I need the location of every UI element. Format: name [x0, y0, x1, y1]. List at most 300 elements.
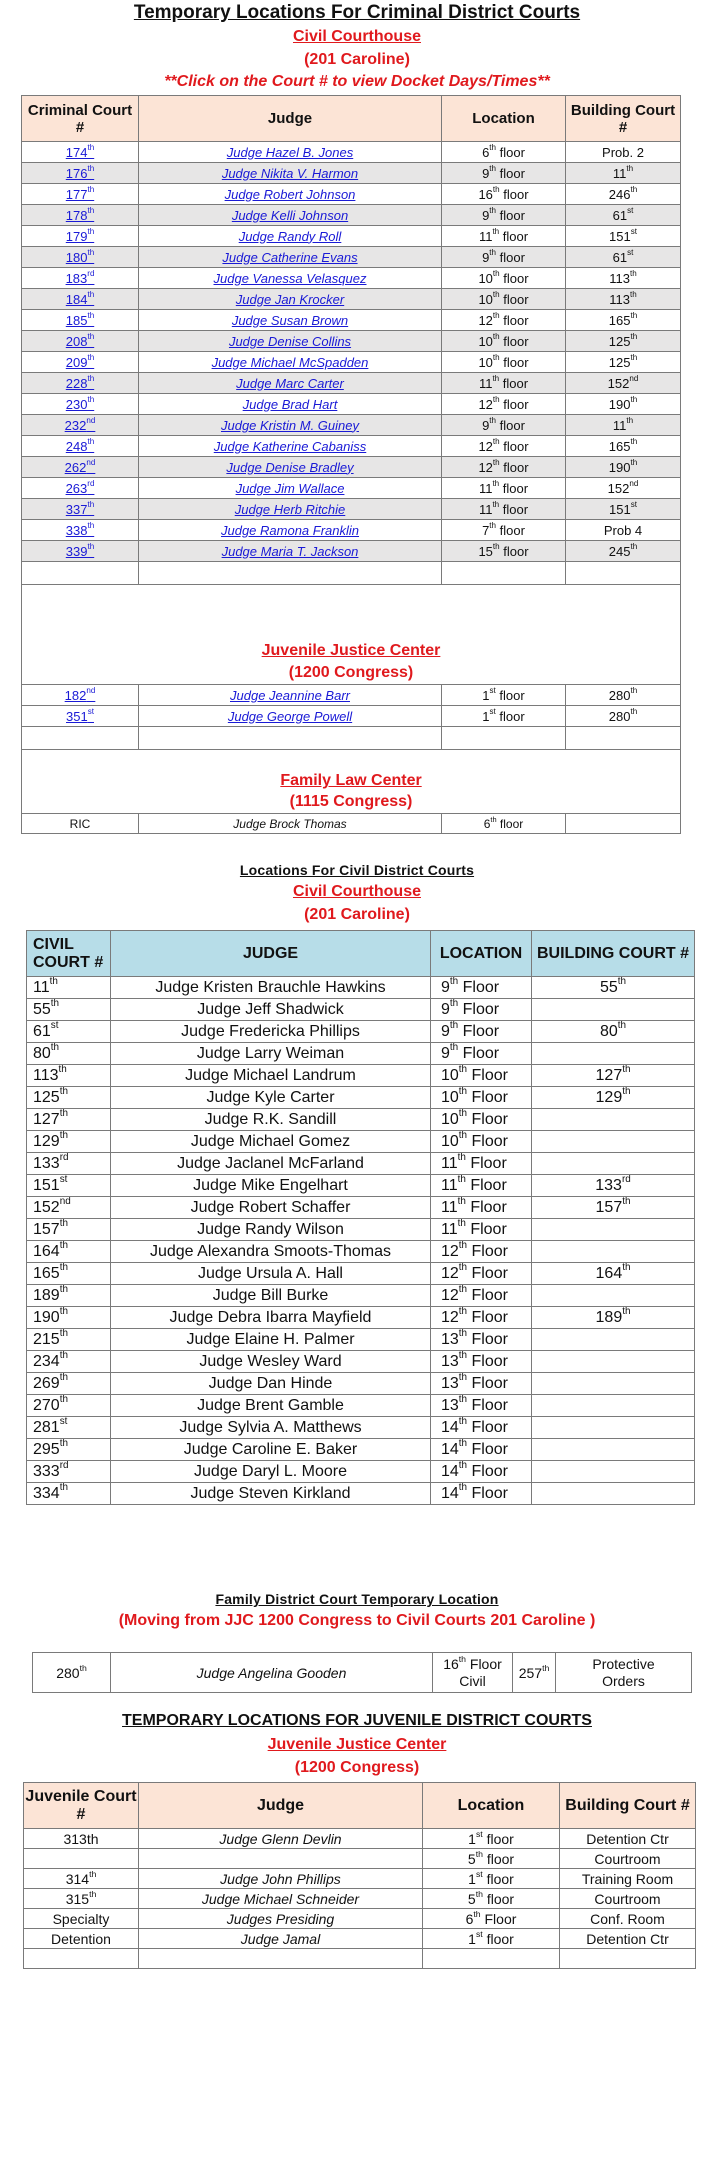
- court-num: 189: [33, 1286, 60, 1304]
- floor-word: floor: [499, 270, 529, 286]
- judge-link[interactable]: Judge Denise Collins: [228, 333, 352, 349]
- court-link[interactable]: [66, 292, 94, 307]
- court-num: 157: [33, 1220, 60, 1238]
- floor-word: Floor: [467, 1440, 508, 1458]
- court-num: 262: [64, 459, 87, 475]
- court-num: Detention: [51, 1930, 111, 1947]
- floor-word: floor: [499, 312, 529, 328]
- court-number: [27, 1307, 111, 1329]
- court-number: [27, 1373, 111, 1395]
- judge-link[interactable]: Judge Kristin M. Guiney: [220, 417, 359, 433]
- judge-cell: [139, 226, 442, 247]
- floor-suffix: th: [490, 814, 497, 824]
- court-link[interactable]: [66, 229, 94, 244]
- court-suffix: th: [59, 1086, 68, 1098]
- court-suffix: th: [87, 395, 95, 405]
- court-suffix: th: [87, 374, 95, 384]
- court-suffix: th: [49, 976, 58, 988]
- court-num: 234: [33, 1352, 60, 1370]
- table-row: [22, 520, 681, 541]
- floor-number: 1: [468, 1930, 476, 1947]
- building-court: [566, 394, 681, 415]
- family-title: Family District Court Temporary Location: [215, 1591, 499, 1607]
- court-note: [556, 1653, 692, 1693]
- judge-cell: [139, 394, 442, 415]
- floor-suffix: th: [492, 290, 500, 300]
- building-num: 257: [518, 1664, 543, 1681]
- court-num: 176: [65, 165, 88, 181]
- court-suffix: th: [87, 185, 95, 195]
- court-num: 113: [33, 1066, 59, 1084]
- floor-word: floor: [499, 354, 529, 370]
- floor-number: 10: [478, 354, 493, 370]
- court-link[interactable]: [66, 166, 94, 181]
- court-number: [27, 1285, 111, 1307]
- court-num: 179: [65, 228, 88, 244]
- judge-name: Judge Michael Schneider: [139, 1889, 423, 1909]
- floor-number: 9: [441, 978, 450, 996]
- header-civil-court: CIVIL COURT #: [27, 931, 111, 977]
- building-num: 152: [607, 480, 630, 496]
- court-suffix: th: [87, 227, 95, 237]
- building-suffix: th: [622, 1196, 631, 1208]
- floor-number: 13: [441, 1352, 459, 1370]
- judge-name: Judge Brent Gamble: [111, 1395, 431, 1417]
- building-suffix: nd: [629, 374, 639, 384]
- building-num: 55: [599, 978, 618, 996]
- judge-name: Judge Larry Weiman: [111, 1043, 431, 1065]
- judge-link[interactable]: Judge Catherine Evans: [222, 249, 358, 265]
- judge-link[interactable]: Judge Marc Carter: [236, 375, 344, 391]
- court-num: 129: [33, 1132, 60, 1150]
- court-num: 177: [65, 186, 88, 202]
- floor-location: [431, 999, 532, 1021]
- court-number: [27, 1417, 111, 1439]
- floor-location: [442, 289, 566, 310]
- court-link[interactable]: [66, 439, 94, 454]
- court-num: 182: [64, 687, 87, 703]
- judge-name: Judge Steven Kirkland: [111, 1483, 431, 1505]
- judge-link[interactable]: Judge Herb Ritchie: [234, 501, 346, 517]
- building-court: [566, 352, 681, 373]
- court-number: [22, 352, 139, 373]
- building-suffix: th: [630, 395, 638, 405]
- table-row: [22, 541, 681, 562]
- floor-number: 6: [483, 816, 491, 831]
- building-court: Conf. Room: [560, 1909, 696, 1929]
- floor-location: [442, 226, 566, 247]
- judge-name: Judge Sylvia A. Matthews: [111, 1417, 431, 1439]
- table-row: [24, 1849, 696, 1869]
- court-link[interactable]: [66, 334, 94, 349]
- floor-suffix: th: [457, 1174, 466, 1186]
- floor-word: Floor: [467, 1286, 508, 1304]
- floor-suffix: th: [449, 1042, 459, 1054]
- building-suffix: th: [626, 164, 634, 174]
- judge-name: Judge Kyle Carter: [111, 1087, 431, 1109]
- court-number: [33, 1653, 111, 1693]
- table-row: [27, 1021, 695, 1043]
- judge-cell: [139, 685, 442, 706]
- judge-link[interactable]: Judge Nikita V. Harmon: [221, 165, 359, 181]
- floor-suffix: th: [458, 1438, 468, 1450]
- floor-word: floor: [482, 1830, 514, 1847]
- floor-suffix: th: [458, 1240, 468, 1252]
- building-suffix: th: [622, 1086, 631, 1098]
- building-suffix: th: [617, 1020, 627, 1032]
- court-number: [24, 1849, 139, 1869]
- court-link[interactable]: [66, 355, 94, 370]
- court-link[interactable]: [65, 418, 96, 433]
- building-court: [532, 1483, 695, 1505]
- court-number: [22, 394, 139, 415]
- court-num: 61: [33, 1022, 51, 1040]
- judge-name: Judge Dan Hinde: [111, 1373, 431, 1395]
- floor-location: [442, 373, 566, 394]
- civil-address: (201 Caroline): [304, 906, 410, 923]
- floor-suffix: th: [492, 332, 500, 342]
- judge-name: Judge Jeff Shadwick: [111, 999, 431, 1021]
- judge-link[interactable]: Judge Denise Bradley: [226, 459, 354, 475]
- floor-number: 16: [478, 186, 493, 202]
- court-link[interactable]: [66, 313, 94, 328]
- court-num: 295: [33, 1440, 60, 1458]
- floor-word: floor: [496, 816, 524, 831]
- judge-link[interactable]: Judge Kelli Johnson: [231, 207, 349, 223]
- court-num: 180: [65, 249, 88, 265]
- floor-number: 10: [478, 270, 493, 286]
- court-link[interactable]: [66, 709, 94, 724]
- judge-name: Judge Alexandra Smoots-Thomas: [111, 1241, 431, 1263]
- building-court: [532, 1153, 695, 1175]
- court-suffix: rd: [87, 269, 95, 279]
- judge-link[interactable]: Judge George Powell: [227, 708, 353, 724]
- floor-location: [431, 1439, 532, 1461]
- table-row: [27, 1461, 695, 1483]
- floor-location: [442, 499, 566, 520]
- building-court: [532, 1395, 695, 1417]
- floor-number: 11: [441, 1198, 458, 1216]
- floor-suffix: th: [458, 1130, 468, 1142]
- building-suffix: th: [630, 353, 638, 363]
- court-link[interactable]: [66, 187, 94, 202]
- floor-number: 6: [465, 1910, 474, 1927]
- floor-word: Floor: [467, 1418, 508, 1436]
- judge-link[interactable]: Judge Hazel B. Jones: [226, 144, 354, 160]
- floor-suffix: th: [458, 1394, 468, 1406]
- court-suffix: th: [59, 1240, 68, 1252]
- court-number: [27, 1439, 111, 1461]
- building-suffix: st: [627, 206, 634, 216]
- court-suffix: th: [87, 206, 95, 216]
- court-suffix: th: [59, 1130, 68, 1142]
- court-number: [27, 1219, 111, 1241]
- floor-number: 1: [468, 1830, 476, 1847]
- court-number: [22, 163, 139, 184]
- judge-cell: [139, 457, 442, 478]
- judge-link[interactable]: Judge Maria T. Jackson: [221, 543, 359, 559]
- court-link[interactable]: [66, 145, 94, 160]
- court-suffix: nd: [59, 1196, 71, 1208]
- court-number: [27, 977, 111, 999]
- building-court: [566, 184, 681, 205]
- court-suffix: th: [58, 1064, 67, 1076]
- table-row: [27, 1263, 695, 1285]
- floor-number: 13: [441, 1330, 459, 1348]
- empty-cell: [24, 1949, 139, 1969]
- floor-location: [442, 814, 566, 834]
- judge-link[interactable]: Judge Brad Hart: [242, 396, 338, 412]
- court-number: [27, 1197, 111, 1219]
- court-num: 228: [65, 375, 88, 391]
- court-suffix: th: [87, 332, 95, 342]
- table-row: [24, 1929, 696, 1949]
- floor-word: floor: [482, 1890, 515, 1907]
- building-suffix: th: [630, 707, 638, 717]
- floor-word: Floor: [467, 1374, 508, 1392]
- floor-word: floor: [499, 438, 529, 454]
- floor-word: floor: [499, 186, 529, 202]
- floor-suffix: st: [475, 1928, 483, 1939]
- judge-link[interactable]: Judge Jan Krocker: [235, 291, 345, 307]
- floor-suffix: th: [489, 164, 497, 174]
- judge-name: Judge Brock Thomas: [139, 814, 442, 834]
- floor-number: 12: [441, 1286, 459, 1304]
- building-suffix: th: [630, 437, 638, 447]
- table-row: [27, 1285, 695, 1307]
- court-number: [22, 205, 139, 226]
- court-number: [27, 1153, 111, 1175]
- header-criminal-court: Criminal Court #: [22, 96, 139, 142]
- court-link[interactable]: [65, 688, 96, 703]
- judge-cell: [139, 373, 442, 394]
- judge-link[interactable]: Judge Vanessa Velasquez: [213, 270, 367, 286]
- floor-number: 13: [441, 1374, 459, 1392]
- court-number: [24, 1929, 139, 1949]
- court-number: [27, 1483, 111, 1505]
- court-number: [27, 1351, 111, 1373]
- building-court: [566, 436, 681, 457]
- table-row: [27, 1043, 695, 1065]
- judge-cell: [139, 142, 442, 163]
- floor-number: 16: [443, 1655, 459, 1672]
- judge-link[interactable]: Judge Ramona Franklin: [220, 522, 360, 538]
- judge-link[interactable]: Judge Jim Wallace: [235, 480, 345, 496]
- floor-number: 14: [441, 1440, 459, 1458]
- judge-cell: [139, 184, 442, 205]
- building-court: [532, 977, 695, 999]
- building-court: [532, 1263, 695, 1285]
- table-row: [22, 706, 681, 727]
- table-row: [22, 478, 681, 499]
- floor-location: [431, 1021, 532, 1043]
- building-num: 246: [608, 186, 631, 202]
- court-suffix: th: [87, 542, 95, 552]
- court-number: RIC: [22, 814, 139, 834]
- table-row: [22, 394, 681, 415]
- floor-location: [431, 1175, 532, 1197]
- floor-word: floor: [496, 144, 525, 160]
- court-suffix: nd: [86, 458, 96, 468]
- building-court: [566, 499, 681, 520]
- floor-word: Floor: [465, 1220, 507, 1238]
- floor-word: floor: [499, 228, 529, 244]
- court-suffix: th: [59, 1284, 68, 1296]
- table-row: [22, 457, 681, 478]
- court-link[interactable]: [66, 250, 94, 265]
- floor-number: 7: [482, 522, 490, 538]
- floor-suffix: st: [489, 686, 496, 696]
- building-court: [566, 415, 681, 436]
- judge-name: Judge Mike Engelhart: [111, 1175, 431, 1197]
- header-building-court: Building Court #: [560, 1783, 696, 1829]
- court-link[interactable]: [66, 208, 94, 223]
- court-number: [24, 1829, 139, 1849]
- court-num: 190: [33, 1308, 60, 1326]
- table-row: [27, 1417, 695, 1439]
- judge-name: Judges Presiding: [139, 1909, 423, 1929]
- floor-suffix: st: [475, 1828, 483, 1839]
- building-court: [532, 1439, 695, 1461]
- floor-number: 10: [478, 291, 493, 307]
- floor-suffix: th: [492, 185, 500, 195]
- table-row: [22, 163, 681, 184]
- table-row: [27, 1351, 695, 1373]
- building-court: [532, 1065, 695, 1087]
- court-number: [27, 1263, 111, 1285]
- court-suffix: th: [59, 1482, 68, 1494]
- court-link[interactable]: [66, 502, 94, 517]
- floor-suffix: th: [492, 479, 500, 489]
- court-number: [27, 1461, 111, 1483]
- floor-location: [442, 436, 566, 457]
- judge-link[interactable]: Judge Michael McSpadden: [211, 354, 369, 370]
- floor-suffix: th: [458, 1306, 468, 1318]
- floor-location: [423, 1849, 560, 1869]
- floor-word: Floor: [467, 1352, 508, 1370]
- court-num: 315: [65, 1890, 90, 1907]
- court-num: 174: [65, 144, 88, 160]
- court-link[interactable]: [66, 271, 95, 286]
- court-number: [22, 685, 139, 706]
- court-num: 232: [64, 417, 87, 433]
- building-court: Detention Ctr: [560, 1829, 696, 1849]
- court-number: [27, 1109, 111, 1131]
- floor-number: 12: [441, 1264, 459, 1282]
- building-num: 11: [612, 417, 627, 433]
- court-num: 55: [33, 1000, 51, 1018]
- floor-word: Floor: [467, 1132, 508, 1150]
- floor-location: [442, 685, 566, 706]
- court-link[interactable]: [66, 397, 94, 412]
- building-suffix: th: [622, 1064, 631, 1076]
- building-court: [532, 1285, 695, 1307]
- floor-suffix: th: [489, 248, 497, 258]
- judge-name: Judge Kristen Brauchle Hawkins: [111, 977, 431, 999]
- table-row: [22, 436, 681, 457]
- table-row: [27, 999, 695, 1021]
- judge-name: Judge Caroline E. Baker: [111, 1439, 431, 1461]
- building-suffix: rd: [621, 1174, 631, 1186]
- judge-link[interactable]: Judge Katherine Cabaniss: [213, 438, 367, 454]
- floor-word: floor: [499, 480, 529, 496]
- judge-link[interactable]: Judge Randy Roll: [238, 228, 342, 244]
- court-number: [27, 1043, 111, 1065]
- court-suffix: th: [59, 1438, 68, 1450]
- court-num: 337: [65, 501, 88, 517]
- floor-location: [442, 706, 566, 727]
- floor-word: Floor: [458, 1044, 500, 1062]
- court-link[interactable]: [65, 460, 96, 475]
- judge-cell: [139, 205, 442, 226]
- judge-link[interactable]: Judge Robert Johnson: [224, 186, 356, 202]
- floor-number: 11: [478, 375, 493, 391]
- floor-location: [442, 457, 566, 478]
- floor-location: [431, 1153, 532, 1175]
- judge-link[interactable]: Judge Jeannine Barr: [230, 687, 350, 703]
- building-court: [566, 142, 681, 163]
- floor-location: [431, 1285, 532, 1307]
- court-link[interactable]: [66, 376, 94, 391]
- building-court: [532, 1087, 695, 1109]
- court-suffix: th: [59, 1350, 68, 1362]
- juvenile-center-address: (1200 Congress): [288, 664, 414, 681]
- floor-location: [442, 205, 566, 226]
- floor-word: Floor: [467, 1088, 508, 1106]
- building-court: [566, 520, 681, 541]
- floor-location: [431, 977, 532, 999]
- building-suffix: th: [630, 458, 638, 468]
- court-num: 334: [33, 1484, 60, 1502]
- floor-number: 9: [482, 165, 490, 181]
- family-center-address: (1115 Congress): [289, 793, 413, 810]
- floor-suffix: th: [457, 1218, 466, 1230]
- court-number: [22, 520, 139, 541]
- court-number: [22, 331, 139, 352]
- floor-suffix: th: [473, 1908, 481, 1919]
- judge-link[interactable]: Judge Susan Brown: [231, 312, 349, 328]
- building-court: [532, 1329, 695, 1351]
- floor-number: 11: [478, 480, 493, 496]
- juvenile-center-title: Juvenile Justice Center: [261, 642, 441, 659]
- floor-number: 1: [468, 1870, 476, 1887]
- juvenile-center-heading: [22, 585, 681, 685]
- header-location: Location: [442, 96, 566, 142]
- floor-number: 11: [478, 501, 493, 517]
- building-court: [532, 1219, 695, 1241]
- floor-location: [442, 352, 566, 373]
- building-court: [532, 1461, 695, 1483]
- court-number: [22, 415, 139, 436]
- court-link[interactable]: [66, 544, 94, 559]
- building-num: 165: [608, 312, 631, 328]
- court-link[interactable]: [66, 523, 94, 538]
- floor-suffix: th: [449, 976, 459, 988]
- building-num: 125: [608, 333, 631, 349]
- floor-location: [442, 142, 566, 163]
- floor-location: [431, 1395, 532, 1417]
- criminal-title: Temporary Locations For Criminal District Courts: [133, 2, 581, 23]
- floor-number: 14: [441, 1484, 459, 1502]
- floor-number: 10: [441, 1110, 459, 1128]
- judge-name: Judge Angelina Gooden: [111, 1653, 433, 1693]
- judge-name: Judge Jamal: [139, 1929, 423, 1949]
- civil-courts-table: [26, 930, 695, 1505]
- family-court-table: [32, 1652, 692, 1693]
- court-link[interactable]: [66, 481, 95, 496]
- court-suffix: rd: [59, 1152, 69, 1164]
- floor-location: [431, 1065, 532, 1087]
